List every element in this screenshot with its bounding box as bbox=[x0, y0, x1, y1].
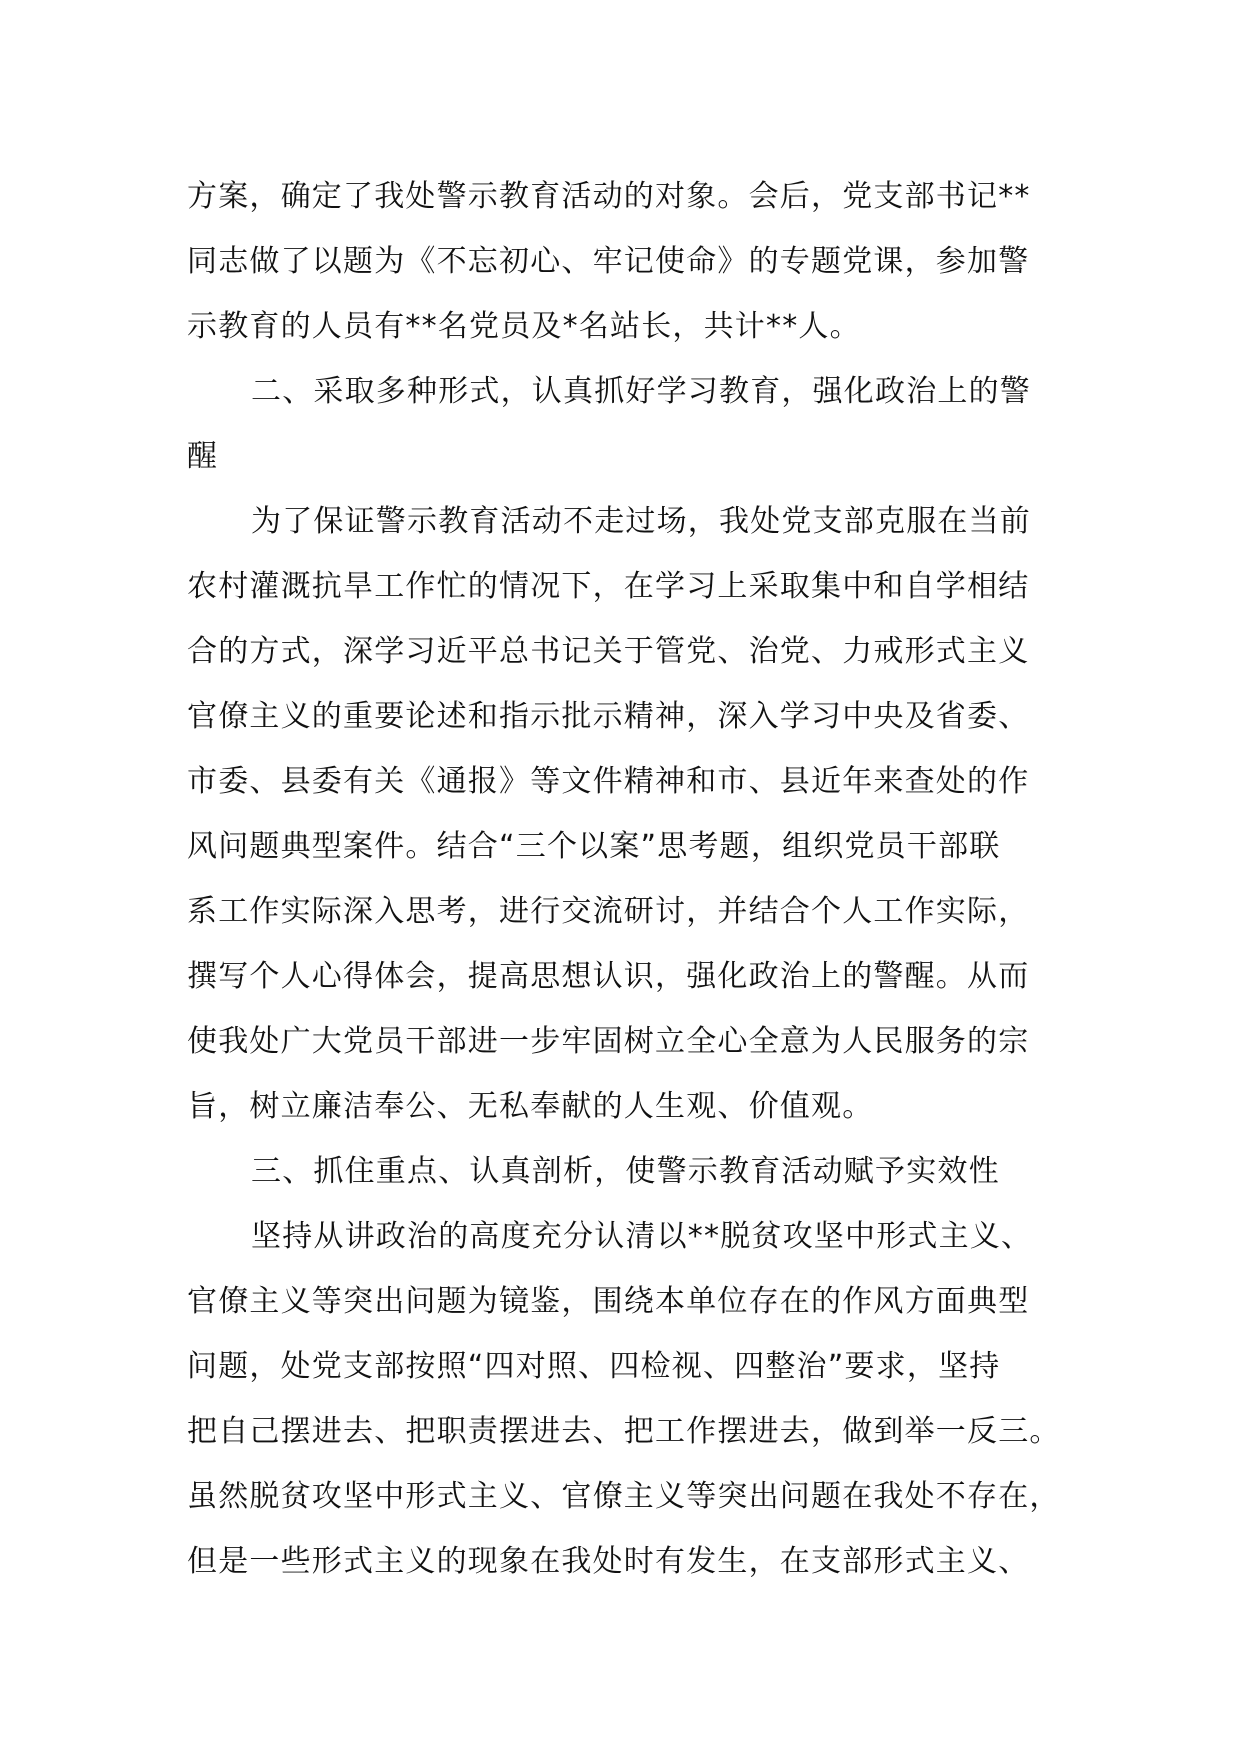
paragraph-line: 市委、县委有关《通报》等文件精神和市、县近年来查处的作 bbox=[187, 764, 1030, 799]
paragraph-line: 虽然脱贫攻坚中形式主义、官僚主义等突出问题在我处不存在， bbox=[187, 1479, 1061, 1514]
section-heading-3: 三、抓住重点、认真剖析，使警示教育活动赋予实效性 bbox=[251, 1154, 1000, 1189]
paragraph-line: 坚持从讲政治的高度充分认清以**脱贫攻坚中形式主义、 bbox=[251, 1219, 1033, 1254]
paragraph-line: 使我处广大党员干部进一步牢固树立全心全意为人民服务的宗 bbox=[187, 1024, 1030, 1059]
paragraph-line: 旨，树立廉洁奉公、无私奉献的人生观、价值观。 bbox=[187, 1089, 874, 1124]
paragraph-line: 撰写个人心得体会，提高思想认识，强化政治上的警醒。从而 bbox=[187, 959, 1030, 994]
paragraph-line: 农村灌溉抗旱工作忙的情况下，在学习上采取集中和自学相结 bbox=[187, 569, 1030, 604]
paragraph-line: 把自己摆进去、把职责摆进去、把工作摆进去，做到举一反三。 bbox=[187, 1414, 1061, 1449]
paragraph-line: 官僚主义的重要论述和指示批示精神，深入学习中央及省委、 bbox=[187, 699, 1030, 734]
body-text bbox=[187, 164, 1087, 1594]
paragraph-line: 官僚主义等突出问题为镜鉴，围绕本单位存在的作风方面典型 bbox=[187, 1284, 1030, 1319]
paragraph-line: 同志做了以题为《不忘初心、牢记使命》的专题党课，参加警 bbox=[187, 244, 1030, 279]
paragraph-line: 风问题典型案件。结合“三个以案”思考题，组织党员干部联 bbox=[187, 829, 1001, 864]
paragraph-line: 问题，处党支部按照“四对照、四检视、四整治”要求，坚持 bbox=[187, 1349, 1001, 1384]
paragraph-line: 为了保证警示教育活动不走过场，我处党支部克服在当前 bbox=[251, 504, 1031, 539]
paragraph-line: 但是一些形式主义的现象在我处时有发生，在支部形式主义、 bbox=[187, 1544, 1030, 1579]
paragraph-line: 合的方式，深学习近平总书记关于管党、治党、力戒形式主义 bbox=[187, 634, 1030, 669]
paragraph-line: 系工作实际深入思考，进行交流研讨，并结合个人工作实际， bbox=[187, 894, 1030, 929]
paragraph-line: 示教育的人员有**名党员及*名站长，共计**人。 bbox=[187, 309, 861, 344]
section-heading-2-continued: 醒 bbox=[187, 439, 219, 474]
paragraph-line: 方案，确定了我处警示教育活动的对象。会后，党支部书记** bbox=[187, 179, 1031, 214]
section-heading-2: 二、采取多种形式，认真抓好学习教育，强化政治上的警 bbox=[251, 374, 1031, 409]
